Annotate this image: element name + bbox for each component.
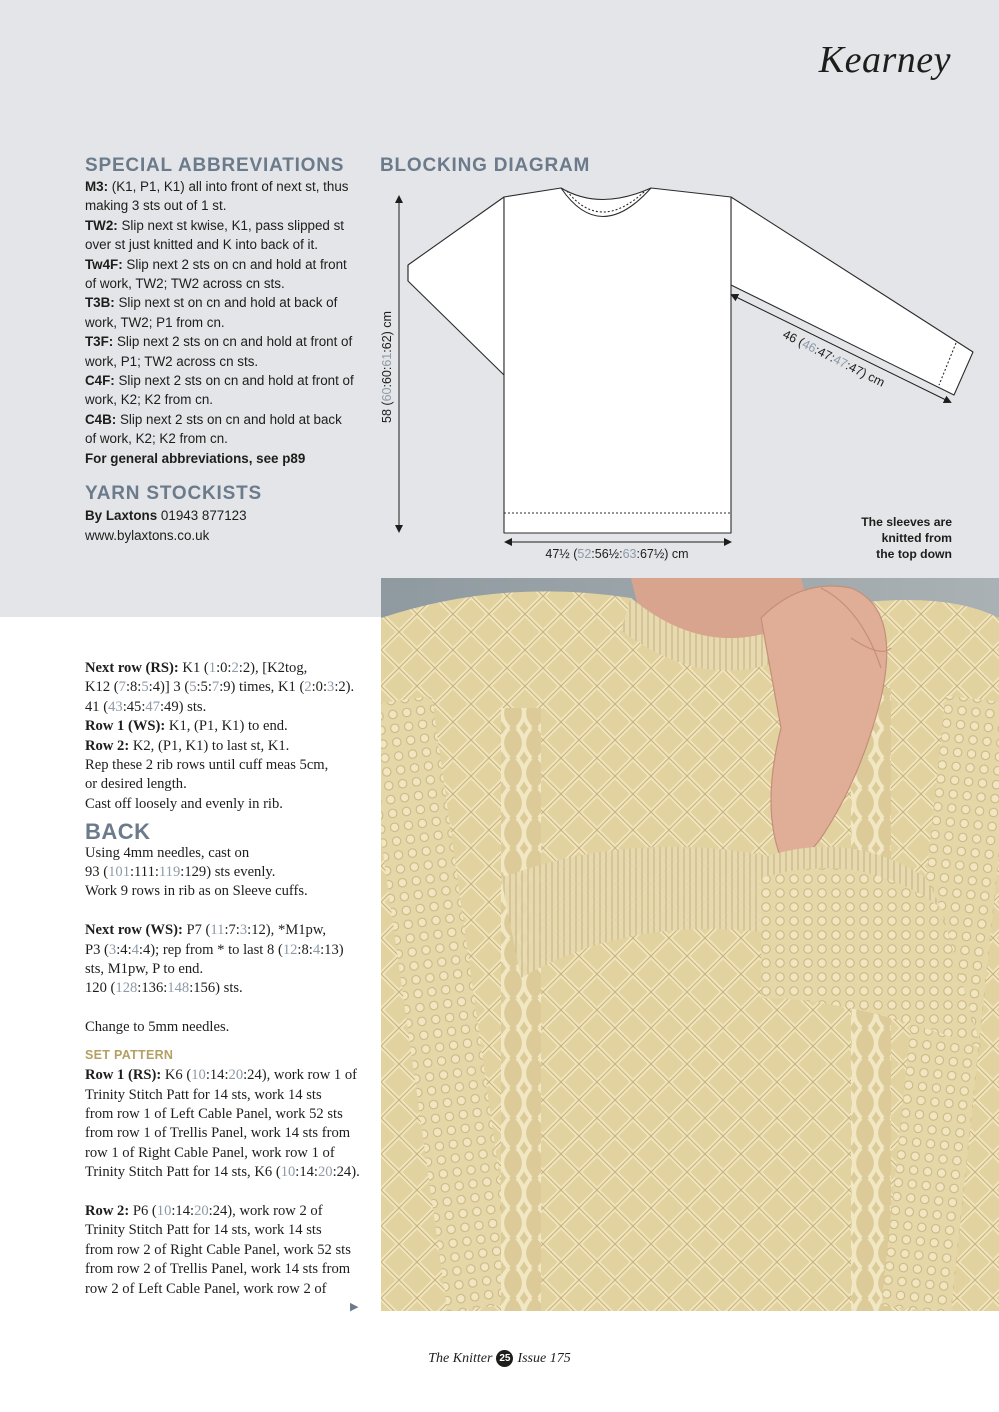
yarn-stockists	[85, 506, 247, 545]
body-shape	[504, 188, 731, 533]
yarn-stockists-heading: YARN STOCKISTS	[85, 483, 262, 504]
set-pattern-heading: SET PATTERN	[85, 1047, 174, 1062]
page-footer	[0, 1350, 999, 1367]
continue-arrow-icon: ▶	[350, 1301, 359, 1313]
sweater-photo	[381, 578, 999, 1311]
abbreviation-item: Tw4F: Slip next 2 sts on cn and hold at front of work, TW2; TW2 across cn sts.	[85, 256, 347, 292]
abbreviation-item: TW2: Slip next st kwise, K1, pass slipped st over st just knitted and K into back of it.	[85, 217, 344, 253]
issue-number: Issue 175	[517, 1351, 571, 1366]
special-abbreviations-heading: SPECIAL ABBREVIATIONS	[85, 155, 345, 176]
abbreviation-item: M3: (K1, P1, K1) all into front of next st, thus making 3 sts out of 1 st.	[85, 179, 349, 214]
supplier-name: By Laxtons	[85, 508, 158, 523]
next-row-ws: Next row (WS): P7 (11:7:3:12), *M1pw,	[85, 922, 327, 939]
pattern-instructions: Next row (RS): K1 (1:0:2:2), [K2tog, K12 (7:8:5:4)] 3 (5:5:7:9) times, K1 (2:0:3:2). 41 (43:45:47:49) sts. Row 1 (WS): K1, (P1, K1) to end. Row 2: K2, (P1, K1) to last st, K1. Rep these 2 rib rows until cuff meas 5cm, or desired length. Cast off loosely and evenly in rib. BACK Using 4mm needles, cast on 93 (101:111:119:129) sts evenly. Work 9 rows in rib as on Sleeve cuffs. Next row (WS): P7 (11:7:3:12), *M1pw, P3 (3:4:4:4); rep from * to last 8 (12:8:4:13) sts, M1pw, P to end. 120 (128:136:148:156) sts. Change to 5mm needles. SET PATTERN Row 1 (RS): K6 (10:14:20:24), work row 1 of Trinity Stitch Patt for 14 sts, work 14 sts from row 1 of Left Cable Panel, work 52 sts from row 1 of Trellis Panel, work 14 sts from row 1 of Right Cable Panel, work row 1 of Trinity Stitch Patt for 14 sts, K6 (10:14:20:24). Row 2: P6 (10:14:20:24), work row 2 of Trinity Stitch Patt for 14 sts, work 14 sts from row 2 of Right Cable Panel, work 52 sts from row 2 of Trellis Panel, work 14 sts from row 2 of Left Cable Panel, work row 2 of	[85, 659, 370, 1299]
sleeve-note: The sleeves are knitted from the top down	[861, 515, 952, 561]
abbreviations-list	[85, 177, 355, 468]
supplier-phone: 01943 877123	[160, 508, 247, 523]
supplier-website[interactable]: www.bylaxtons.co.uk	[85, 527, 210, 543]
row-1-rs: Row 1 (RS): K6 (10:14:20:24), work row 1 of	[85, 1067, 358, 1084]
abbreviation-item: C4B: Slip next 2 sts on cn and hold at back of work, K2; K2 from cn.	[85, 411, 342, 447]
general-abbreviations-note: For general abbreviations, see p89	[85, 450, 306, 466]
abbreviation-item: C4F: Slip next 2 sts on cn and hold at front of work, K2; K2 from cn.	[85, 373, 354, 408]
row-1-ws: Row 1 (WS): K1, (P1, K1) to end.	[85, 718, 288, 735]
left-sleeve-shape	[408, 197, 504, 375]
abbreviation-item: T3F: Slip next 2 sts on cn and hold at front of work, P1; TW2 across cn sts.	[85, 334, 353, 369]
page-number: 25	[496, 1350, 513, 1367]
length-label: 58 (60:60:61:62) cm	[380, 311, 394, 423]
blocking-diagram	[376, 185, 976, 565]
abbreviation-item: T3B: Slip next st on cn and hold at back of work, TW2; P1 from cn.	[85, 295, 338, 330]
photo-illustration	[381, 578, 999, 1311]
row-2-body: Row 2: P6 (10:14:20:24), work row 2 of	[85, 1202, 323, 1219]
row-2: Row 2: K2, (P1, K1) to last st, K1.	[85, 737, 290, 754]
magazine-name: The Knitter	[428, 1351, 493, 1366]
blocking-diagram-heading: BLOCKING DIAGRAM	[380, 155, 591, 176]
next-row-rs: Next row (RS): K1 (1:0:2:2), [K2tog,	[85, 660, 308, 676]
back-heading: BACK	[85, 819, 151, 845]
width-label: 47½ (52:56½:63:67½) cm	[545, 547, 689, 561]
pattern-title: Kearney	[818, 39, 951, 81]
change-needles: Change to 5mm needles.	[85, 1019, 230, 1036]
sleeve-length-label: 46 (46:47:47:47) cm	[780, 327, 887, 390]
